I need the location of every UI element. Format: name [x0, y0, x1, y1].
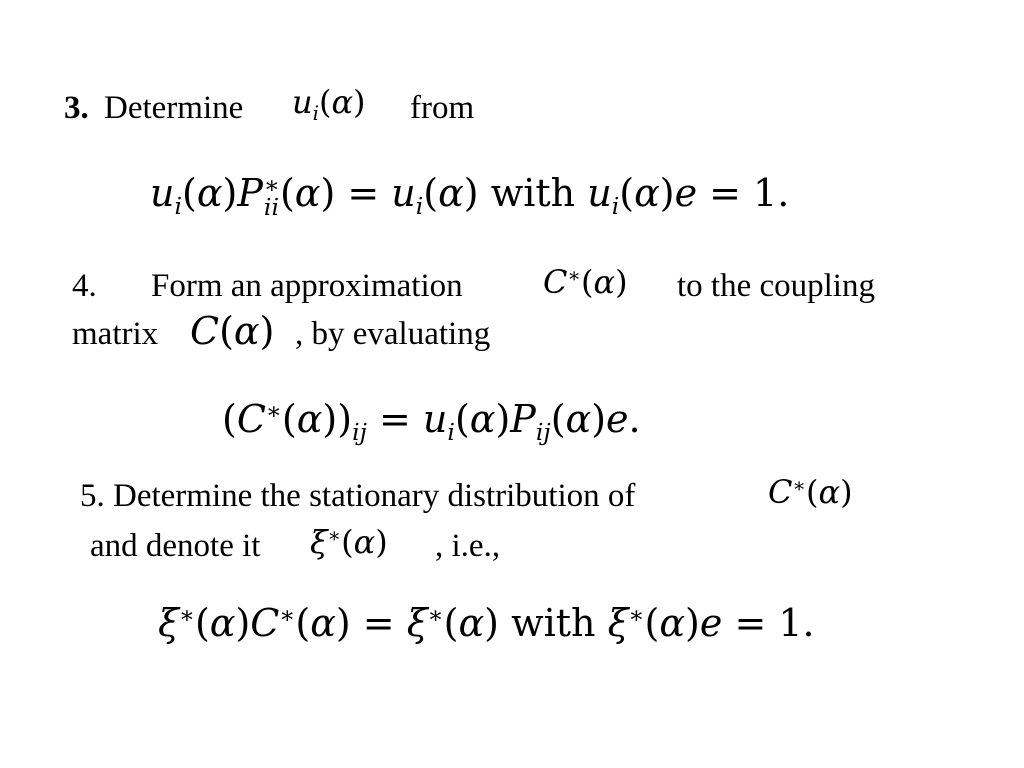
step3-prefix: Determine — [104, 90, 244, 126]
step5-prefix: 5. Determine the stationary distribution of — [80, 478, 636, 514]
step4-prefix: Form an approximation — [151, 268, 463, 304]
step5-line2-suffix: , i.e., — [435, 528, 501, 564]
step4-equation: $(C^∗(\alpha))_{ij} = u_i(\alpha)P_{ij}(\alpha)e$. — [222, 397, 641, 447]
step3-inline-formula: $u_i(\alpha)$ — [292, 83, 366, 125]
step4-inline-formula-c: C(α) — [190, 309, 275, 353]
step5-inline-formula-cstar: C∗(α) — [768, 473, 853, 511]
step3-suffix: from — [410, 90, 475, 126]
step3-number: 3. — [64, 90, 89, 126]
step3-with-word: with — [490, 171, 576, 215]
step4-line2-prefix: matrix — [72, 316, 159, 352]
step4-suffix: to the coupling — [677, 268, 875, 304]
step4-line2-suffix: , by evaluating — [295, 316, 491, 352]
step3-equation: $u_i(\alpha)P$ ∗ ii $(\alpha) = u_i(\alpha)$ with $u_i(\alpha)e = 1$. — [150, 171, 790, 221]
step4-number: 4. — [72, 268, 97, 304]
step4-inline-formula-cstar: C∗(α) — [543, 263, 628, 301]
step5-inline-formula-xi: ξ∗(α) — [310, 523, 388, 561]
step5-with-word: with — [511, 601, 596, 645]
step5-line2-prefix: and denote it — [90, 528, 261, 564]
step5-equation: ξ∗(α)C∗(α) = ξ∗(α) with ξ∗(α)e = 1. — [158, 601, 815, 645]
